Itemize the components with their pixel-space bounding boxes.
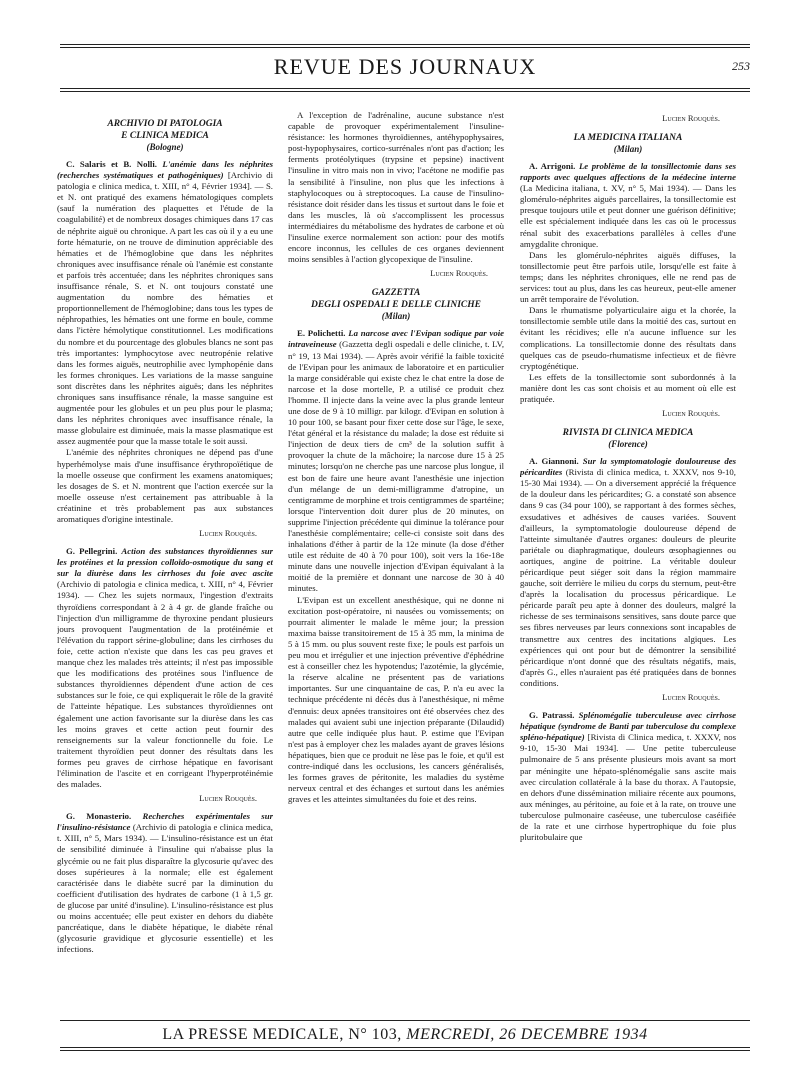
article-authors: G. Patrassi. bbox=[529, 710, 575, 721]
article-paragraph: Dans le rhumatisme polyarticulaire aigu et la chorée, la tonsillectomie semble utile dans la moitié des cas, surtout en évitant les récidives; elle n'a aucune influence sur les complications. La tonsillectomie donne des résultats dans quelques cas de pseudo-rhumatisme infectieux et de fièvre cryptogénétique. bbox=[520, 305, 736, 371]
article-title: L'anémie dans les néphrites (recherches systématiques et pathogéniques) bbox=[57, 159, 273, 181]
signature: Lucien Rouquès. bbox=[199, 793, 257, 804]
article-lead bbox=[520, 456, 736, 689]
column-1 bbox=[57, 110, 273, 1038]
article-title: Le problème de la tonsillectomie dans ses rapports avec quelques affections de la médecine interne bbox=[520, 161, 736, 183]
article-paragraph: Les effets de la tonsillectomie sont subordonnés à la manière dont les cas sont choisis et au moment où elle est pratiquée. bbox=[520, 371, 736, 404]
article-reference: (Rivista di clinica medica, t. XXXV, nos 9-10, 15-30 Mai 1934). — bbox=[520, 467, 736, 489]
article-lead bbox=[520, 161, 736, 250]
article-lead bbox=[57, 811, 273, 955]
article-lead bbox=[57, 159, 273, 447]
header-rule-top bbox=[60, 44, 750, 45]
article-title: Splénomégalie tuberculeuse avec cirrhose hépatique (syndrome de Banti par tuberculose du complexe spléno-hépatique) bbox=[520, 710, 736, 743]
article-authors: E. Polichetti. bbox=[297, 328, 346, 339]
signature: Lucien Rouquès. bbox=[199, 528, 257, 539]
page-footer bbox=[60, 1026, 750, 1044]
footer-date: MERCREDI, 26 DECEMBRE 1934 bbox=[406, 1026, 648, 1043]
article-paragraph: Chez les sujets normaux, l'ingestion d'extraits thyroïdiens correspondant à 2 à 4 gr. de glande fraîche ou l'injection d'un milligramme de thyroxine pendant plusieurs jours provoquent l'augmentation de la protéinémie et l'élévation du rapport sérine-globuline; dans les cirrhoses du foie, cette action n'existe que dans les cas peu graves et manque chez les malades très atteints; il n'est pas impossible que les modifications des protéines sous l'influence de substances thyroïdiennes dépendent d'une action de ces substances sur le foie, ce qui expliquerait le rôle de la gravité de l'atteinte hépatique. Les substances thyroïdiennes ont également une action favorisante sur la diurèse dans les cas les moins graves et cette action peut fournir des renseignements sur la valeur fonctionnelle du foie. Le traitement thyroïdien peut donner des résultats dans les formes peu graves de cirrhose hépatique en favorisant l'élimination de l'ascite et en corrigeant l'hyperprotéinémie des malades. bbox=[57, 590, 273, 790]
article-paragraph: On a diversement apprécié la fréquence de la douleur dans les péricardites; G. a constaté son absence dans 9 cas (34 pour 100), se rapportant à des formes sèches, exsudatives et adhésives de causes variées. Souvent d'ailleurs, la symptomatologie douloureuse dépend de l'atteinte simultanée d'autres organes: douleurs de pleurite pariétale ou diaphragmatique, douleurs œsophagiennes ou aortiques, angine de poitrine. La véritable douleur péricardique peut siéger soit dans la région mammaire gauche, soit derrière le milieu du corps du sternum, peut-être d'après la localisation du processus péricardique. Le péricarde paraît peu apte à donner des douleurs, malgré la richesse de ses terminaisons sensitives, sans doute parce que ses fibres nerveuses par leurs connexions sont incapables de transmettre aux centres des incitations algiques. Les expériences qui ont pour but de démontrer la sensibilité péricardique n'ont donné que des résultats négatifs, mais, d'après G., elles n'auraient pas été pratiquées dans de bonnes conditions. bbox=[520, 478, 736, 688]
footer-rule-top bbox=[60, 1020, 750, 1021]
section-city: (Milan) bbox=[381, 311, 411, 322]
article-paragraph: L'Evipan est un excellent anesthésique, qui ne donne ni excitation post-opératoire, ni nausées ou vomissements; on pourrait alimenter le malade le même jour; la pression maxima baisse transitoirement de 15 à 35 mm, la minima de 5 à 15 mm. ou plus souvent reste fixe; le pouls est parfois un peu mou et irrégulier et une injection préventive d'éphédrine est à conseiller chez les hypotendus; l'azotémie, la glycémie, la réserve alcaline ne présentent pas de variations importantes. Sur une cinquantaine de cas, P. n'a eu avec la technique précédente ni décès dus à l'anesthésique, ni même d'ennuis: deux apnées transitoires ont été observées chez des malades qui avaient subi une injection préparante (Dilaudid) autre que celle indiquée plus haut. P. estime que l'Evipan n'est pas à employer chez les malades ayant de graves lésions hépatiques, bien que ce produit ne lèse pas le foie, et qu'il est contre-indiqué dans les occlusions, les cancers généralisés, les formes graves de péritonite, les maladies du système nerveux central et des échanges et surtout dans les anémies graves et les atteintes simultanées du foie et des reins. bbox=[288, 594, 504, 805]
column-2 bbox=[288, 110, 504, 1038]
article-reference: (Archivio di patologia e clinica medica, t. XIII, n° 5, Mars 1934). — bbox=[57, 822, 273, 844]
signature: Lucien Rouquès. bbox=[430, 268, 488, 279]
footer-rule-bottom-2 bbox=[60, 1050, 750, 1051]
article-lead bbox=[520, 710, 736, 843]
header-rule-bottom-2 bbox=[60, 91, 750, 92]
header-rule-top-2 bbox=[60, 47, 750, 48]
article-title: Action des substances thyroïdiennes sur les protéines et la pression colloïdo-osmotique du sang et sur la diurèse dans les cirrhoses du foie avec ascite bbox=[57, 546, 273, 579]
article-paragraph: Après avoir vérifié la faible toxicité de l'Evipan pour les animaux de laboratoire et en particulier la marge considérable qui existe chez le chat entre la dose de narcose et la dose mortelle, P. a utilisé ce produit chez l'homme. Il injecte dans la veine avec la plus grande lenteur une dose de 9 à 10 milligr. par kilogr. d'Evipan en solution à 10 pour 100, se basant pour fixer cette dose sur l'âge, le sexe, l'état général et la résistance du malade; la dose est réduite si l'injection de deux tiers de cm³ de la solution suffit à provoquer la chute de la mâchoire; la narcose dure 15 à 25 minutes; lorsqu'on ne cherche pas une narcose plus longue, il est bon de faire une heure avant l'anesthésie une injection d'un mélange de un demi-milligramme d'atropine, un centigramme de morphine et trois centigrammes de spartéine; lorsque l'intervention doit durer plus de 20 minutes, on supprime l'injection précédente qui diminue la tolérance pour l'anesthésie complémentaire; celle-ci consiste soit dans des inhalations d'éther à partir de la 12e minute (la dose d'éther utile est réduite de 40 à 70 pour 100), soit vers la 16e-18e minute dans une nouvelle injection d'Evipan équivalant à la moitié de la première et donnant une narcose de 30 à 40 minutes. bbox=[288, 350, 504, 594]
footer-rule-bottom bbox=[60, 1047, 750, 1048]
section-title-line-2: DEGLI OSPEDALI E DELLE CLINICHE bbox=[311, 300, 481, 311]
article-reference: (Gazzetta degli ospedali e delle cliniche, t. LV, n° 19, 13 Mai 1934). — bbox=[288, 339, 504, 361]
article-paragraph: Dans les glomérulo-néphrites aiguës diffuses, la tonsillectomie peut être parfois utile, lorsqu'elle est faite à temps; dans les néphrites chroniques, elle ne rend pas de services: tout au plus, dans les cas heureux, peut-elle amener un arrêt temporaire de l'évolution. bbox=[520, 249, 736, 305]
article-paragraph: Dans les glomérulo-néphrites aiguës parcellaires, la tonsillectomie est presque toujours utile et peut donner une guérison définitive; elle est spécialement indiquée dans les cas où le processus rénal subit des exacerbations parallèles à celles d'une amygdalite chronique. bbox=[520, 183, 736, 249]
article-authors: G. Pellegrini. bbox=[66, 546, 118, 557]
article-paragraph: S. et N. ont pratiqué des examens hématologiques complets (sauf la numération des plaquettes et l'étude de la coagulabilité) et de nombreux dosages chimiques dans 17 cas de néphrite aiguë ou chronique. A part les cas où il y a eu une forte hématurie, on ne trouve de diminution appréciable des hématies et de l'hémoglobine que dans les néphrites chroniques avec insuffisance rénale où l'anémie est constante et parfois très accentuée; dans les néphrites chroniques sans insuffisance rénale, S. et N. ont toujours constaté une augmentation du nombre des hématies et proportionnellement de l'hémoglobine; dans tous les types de néphropathies, les hématies ont une forme en boule, comme dans l'ictère hémolytique constitutionnel. Les modifications du nombre et du pourcentage des globules blancs ne sont pas très importantes: lymphocytose avec neutropénie relative dans les formes aiguës, neutrophilie avec lymphopénie dans les formes chroniques. Les variations de la masse sanguine sont discrètes dans les néphrites aiguës; dans les néphrites chroniques sans insuffisance rénale, la masse sanguine est augmentée pour les globules et un peu plus pour le plasma; dans les néphrites chroniques avec insuffisance rénale, la masse globulaire est diminuée, mais la masse plasmatique est assez augmentée pour que la masse totale le soit aussi. bbox=[57, 181, 273, 447]
header-rule-bottom bbox=[60, 88, 750, 89]
article-authors: G. Monasterio. bbox=[66, 811, 132, 822]
article-authors: A. Giannoni. bbox=[529, 456, 579, 467]
signature: Lucien Rouquès. bbox=[662, 113, 720, 123]
article-reference: [Rivista di Clinica medica, t. XXXV, nos 9-10, 15-30 Mai 1934]. — bbox=[520, 732, 736, 754]
section-title: GAZZETTA bbox=[371, 288, 421, 299]
journal-section-title: REVUE DES JOURNAUX bbox=[273, 54, 537, 79]
section-title: LA MEDICINA ITALIANA bbox=[573, 133, 683, 143]
article-title: La narcose avec l'Evipan sodique par voie intraveineuse bbox=[288, 328, 504, 350]
section-title: ARCHIVIO DI PATOLOGIA bbox=[107, 119, 223, 129]
section-city: (Milan) bbox=[613, 144, 643, 154]
footer-issue: N° 103, bbox=[348, 1026, 402, 1043]
article-reference: (La Medicina italiana, t. XV, n° 5, Mai 1934). — bbox=[520, 183, 705, 194]
section-city: (Bologne) bbox=[146, 142, 184, 152]
article-paragraph: L'insulino-résistance est un état de sensibilité diminuée à l'insuline qui n'abaisse plus la glycémie ou ne fait plus disparaître la glycosurie qu'avec des doses supérieures à la normale; elle est également caractérisée dans le diabète sucré par la diminution du coefficient d'utilisation des hydrates de carbone (1 à 1,5 gr. de glucose par unité d'insuline). L'insulino-résistance est plus ou moins accentuée; elle peut exister en dehors du diabète pancréatique, dans le diabète hépatique, le diabète rénal (glycosurie gravidique et glycosurie essentielle) et les infections. bbox=[57, 833, 273, 955]
page-header bbox=[60, 54, 750, 84]
section-title: RIVISTA DI CLINICA MEDICA bbox=[562, 428, 694, 439]
signature: Lucien Rouquès. bbox=[662, 408, 720, 419]
article-paragraph: Une petite tuberculeuse pulmonaire de 5 ans présente plusieurs mois avant sa mort par méningite une hépato-splénomégalie sans ascite mais avec circulation collatérale à la base du thorax. A l'autopsie, en dehors d'une dissémination miliaire récente aux poumons, aux méninges, au péritoine, au foie et à la rate, on trouve une tuberculose pulmonaire caséeuse, une tuberculose caséifiée de la rate et une cirrhose hypertrophique du foie plus pluritobulaire que bbox=[520, 743, 736, 843]
article-reference: [Archivio di patologia e clinica medica, t. XIII, n° 4, Février 1934]. — bbox=[57, 170, 273, 192]
article-title: Sur la symptomatologie douloureuse des péricardites bbox=[520, 456, 736, 478]
article-authors: C. Salaris et B. Nolli. bbox=[66, 159, 157, 169]
article-lead bbox=[288, 328, 504, 594]
article-paragraph: A l'exception de l'adrénaline, aucune substance n'est capable de provoquer expérimentalement l'insuline-résistance: les hormones thyroïdiennes, antéhypophysaires, post-hypophysaires, cortico-surrénales n'ont pas d'action; les ferments protéolytiques (trypsine et pepsine) inactivent l'insuline in vitro mais non in vivo; l'acétone ne modifie pas la sensibilité à l'insuline, non plus que les infections à staphylocoques ou à streptocoques. La cause de l'insulino-résistance doit résider dans les tissus et surtout dans le foie et dans les muscles, là où s'accomplissent les processus intermédiaires du métabolisme des hydrates de carbone et où l'insuline exerce normalement son action: pour des motifs encore inconnus, les cellules de ces organes deviennent moins sensibles à l'action glycopexique de l'insuline. bbox=[288, 110, 504, 265]
article-authors: A. Arrigoni. bbox=[529, 161, 576, 171]
section-city: (Florence) bbox=[608, 439, 648, 450]
section-title-line-2: E CLINICA MEDICA bbox=[121, 131, 209, 141]
article-title: Recherches expérimentales sur l'insulino-résistance bbox=[57, 811, 273, 833]
column-3 bbox=[520, 110, 736, 1038]
page-number: 253 bbox=[732, 59, 750, 73]
article-reference: (Archivio di patologia e clinica medica, t. XIII, n° 4, Février 1934). — bbox=[57, 579, 273, 601]
article-lead bbox=[57, 546, 273, 790]
article-paragraph: L'anémie des néphrites chroniques ne dépend pas d'une hyperhémolyse mais d'une insuffisance érythropoïétique de la moelle osseuse que confirment les examens anatomiques; les dosages de S. et N. montrent que l'action exercée sur la moelle osseuse n'est certainement pas attribuable à la créatinine et très probablement pas aux substances aromatiques d'origine intestinale. bbox=[57, 447, 273, 524]
footer-journal: LA PRESSE MEDICALE, bbox=[162, 1026, 344, 1043]
signature: Lucien Rouquès. bbox=[662, 692, 720, 703]
